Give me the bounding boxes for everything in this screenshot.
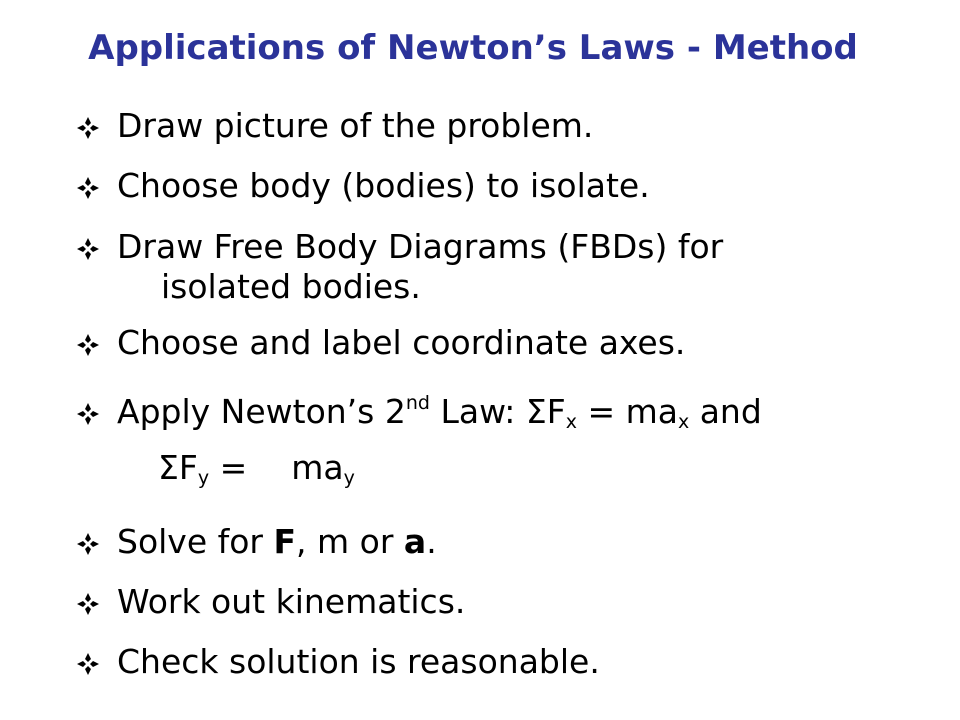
bullet-text: Choose and label coordinate axes. — [117, 323, 686, 362]
diamond-bullet-icon — [76, 402, 100, 426]
newton-second-law-line — [117, 392, 762, 432]
bold-a: a — [403, 522, 427, 561]
solve-end: . — [426, 522, 437, 561]
subscript-y: y — [343, 467, 355, 489]
newton-second-law-y-equation — [158, 448, 355, 488]
ordinal-superscript: nd — [405, 392, 430, 414]
bullet-text: Choose body (bodies) to isolate. — [117, 166, 650, 205]
solve-mid: , m or — [296, 522, 404, 561]
bullet-text-line-1: Draw Free Body Diagrams (FBDs) for — [117, 227, 724, 266]
force-symbol: F — [546, 392, 566, 431]
sigma-symbol: Σ — [525, 392, 547, 431]
bullet-text — [117, 227, 723, 307]
sigma-symbol: Σ — [158, 448, 179, 487]
law-mid: Law: — [429, 392, 526, 431]
law-prefix: Apply Newton’s 2 — [117, 392, 406, 431]
equals-ma: = ma — [576, 392, 678, 431]
bullet-text-line-2: isolated bodies. — [161, 267, 421, 306]
bullet-text: Check solution is reasonable. — [117, 642, 600, 681]
subscript-x: x — [677, 411, 690, 433]
diamond-bullet-icon — [76, 237, 100, 261]
bullet-text: Draw picture of the problem. — [117, 106, 594, 145]
bullet-text — [117, 522, 437, 562]
diamond-bullet-icon — [76, 532, 100, 556]
ma-term: ma — [291, 448, 344, 487]
slide-title: Applications of Newton’s Laws - Method — [88, 28, 858, 68]
bullet-text: Work out kinematics. — [117, 582, 466, 621]
diamond-bullet-icon — [76, 176, 100, 200]
subscript-x: x — [565, 411, 577, 433]
diamond-bullet-icon — [76, 116, 100, 140]
solve-prefix: Solve for — [117, 522, 274, 561]
subscript-y: y — [197, 467, 210, 489]
diamond-bullet-icon — [76, 592, 100, 616]
diamond-bullet-icon — [76, 333, 100, 357]
diamond-bullet-icon — [76, 652, 100, 676]
equals-sign: = — [209, 448, 248, 487]
bold-f: F — [273, 522, 297, 561]
and-word: and — [689, 392, 762, 431]
force-symbol: F — [178, 448, 198, 487]
